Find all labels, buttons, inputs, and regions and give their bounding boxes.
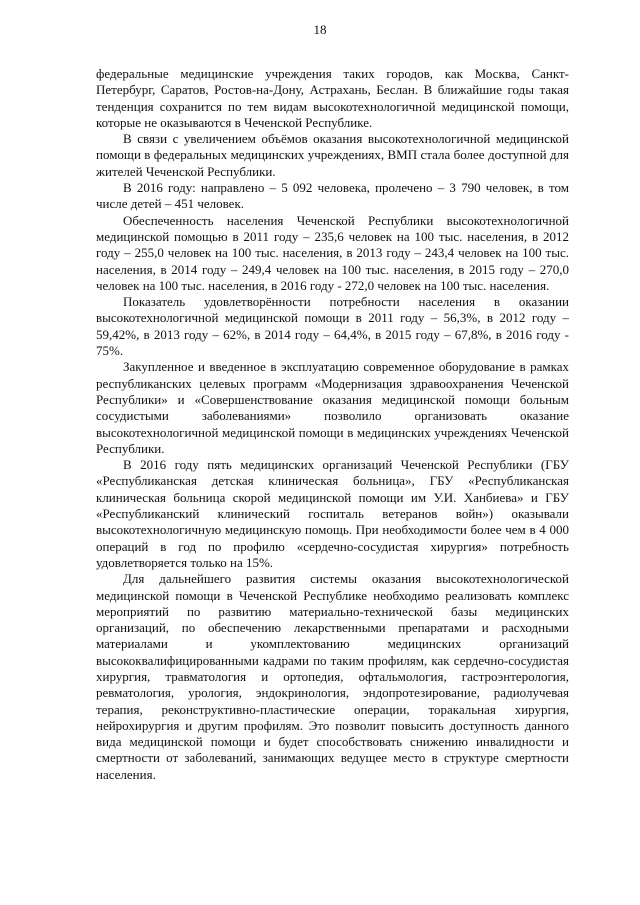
paragraph-vmp-availability: В связи с увеличением объёмов оказания высокотехнологичной медицинской помощи в федеральных медицинских учреждениях, ВМП стала более доступной для жителей Чеченской Республики. [96, 131, 569, 179]
paragraph-equipment-programs: Закупленное и введенное в эксплуатацию современное оборудование в рамках республиканских целевых программ «Модернизация здравоохранения Чеченской Республики» и «Совершенствование оказания медицинской помощи больным сосудистыми заболеваниями» позволило организовать оказание высокотехнологичной медицинской помощи в медицинских учреждениях Чеченской Республики. [96, 359, 569, 456]
page-number: 18 [313, 22, 327, 37]
paragraph-medical-organizations: В 2016 году пять медицинских организаций Чеченской Республики (ГБУ «Республиканская детская клиническая больница», ГБУ «Республиканская клиническая больница скорой медицинской помощи им У.И. Ханбиева» и ГБУ «Республиканский клинический госпиталь ветеранов войн») оказывали высокотехнологичную медицинскую помощь. При необходимости более чем в 4 000 операций в год по профилю «сердечно-сосудистая хирургия» потребность удовлетворяется только на 15%. [96, 457, 569, 570]
document-body [96, 66, 569, 783]
paragraph-coverage-rates: Обеспеченность населения Чеченской Республики высокотехнологичной медицинской помощью в 2011 году – 235,6 человек на 100 тыс. населения, в 2012 году – 255,0 человек на 100 тыс. населения, в 2013 году – 243,4 человек на 100 тыс. населения, в 2014 году – 249,4 человек на 100 тыс. населения, в 2015 году – 270,0 человек на 100 тыс. населения, в 2016 году - 272,0 человек на 100 тыс. населения. [96, 212, 569, 293]
paragraph-development-plan: Для дальнейшего развития системы оказания высокотехнологической медицинской помощи в Чеченской Республике необходимо реализовать комплекс мероприятий по развитию материально-технической базы медицинских организаций, по обеспечению лекарственными препаратами и расходными материалами и укомплектованию медицинских организаций высококвалифицированными кадрами по таким профилям, как сердечно-сосудистая хирургия, травматология и ортопедия, офтальмология, гастроэнтерология, ревматология, урология, эндокринология, эндопротезирование, радиолучевая терапия, реконструктивно-пластические операции, торакальная хирургия, нейрохирургия и другим профилям. Это позволит повысить доступность данного вида медицинской помощи и будет способствовать снижению инвалидности и смертности от заболеваний, занимающих ведущее место в структуре смертности населения. [96, 571, 569, 782]
paragraph-2016-statistics: В 2016 году: направлено – 5 092 человека, пролечено – 3 790 человек, в том числе детей – 451 человек. [96, 180, 569, 212]
paragraph-satisfaction-index: Показатель удовлетворённости потребности населения в оказании высокотехнологичной медицинской помощи в 2011 году – 56,3%, в 2012 году – 59,42%, в 2013 году – 62%, в 2014 году – 64,4%, в 2015 году – 67,8%, в 2016 году - 75%. [96, 294, 569, 359]
paragraph-continuation: федеральные медицинские учреждения таких городов, как Москва, Санкт-Петербург, Саратов, Ростов-на-Дону, Астрахань, Беслан. В ближайшие годы такая тенденция сохранится по тем видам высокотехнологичной медицинской помощи, которые не оказываются в Чеченской Республике. [96, 66, 569, 130]
